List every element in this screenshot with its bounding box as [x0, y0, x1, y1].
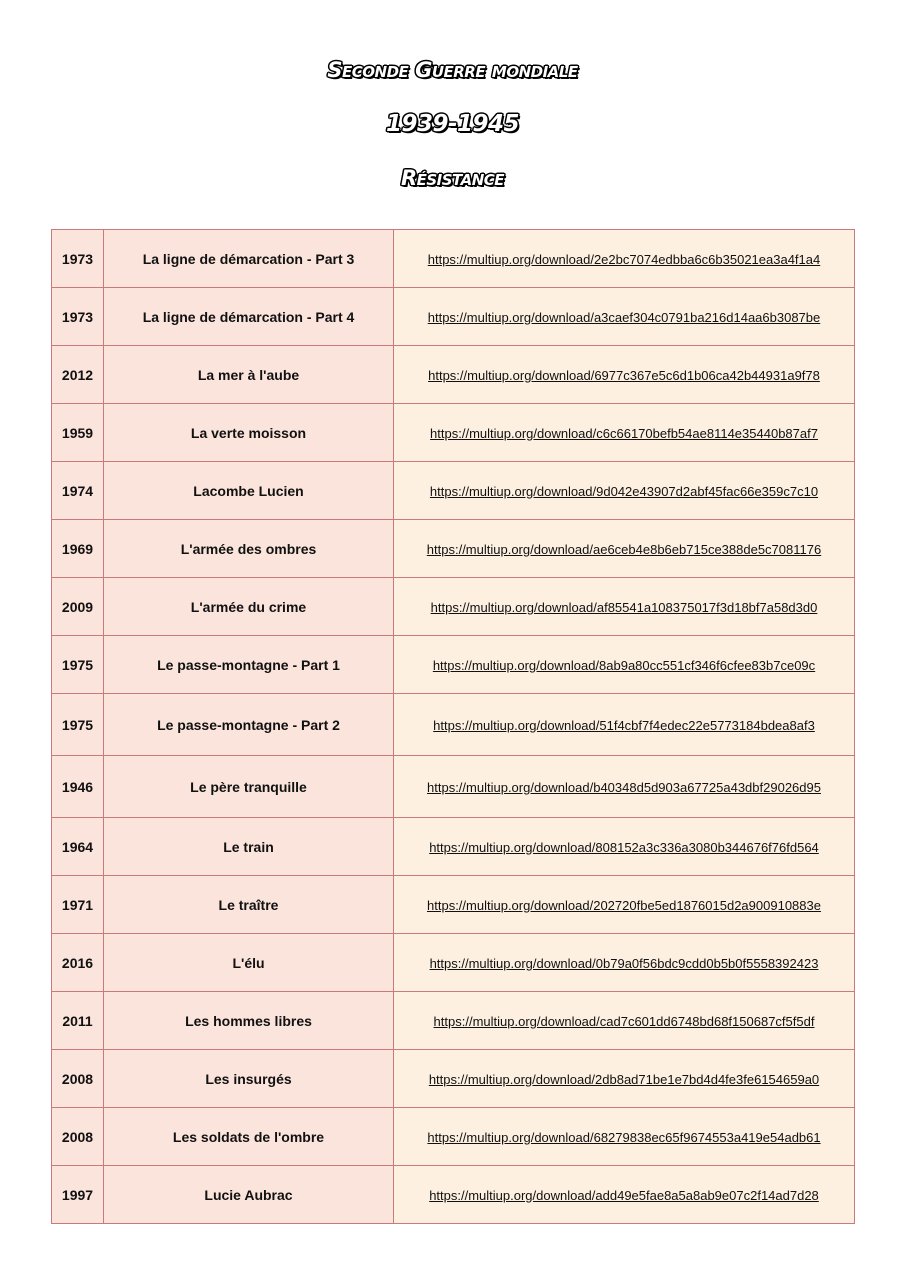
table-row [52, 520, 855, 578]
film-title: Lacombe Lucien [104, 462, 394, 520]
film-link-cell [394, 934, 855, 992]
download-link[interactable]: https://multiup.org/download/b40348d5d903a67725a43dbf29026d95 [427, 779, 821, 795]
download-link[interactable]: https://multiup.org/download/6977c367e5c6d1b06ca42b44931a9f78 [428, 367, 820, 383]
film-year: 2012 [52, 346, 104, 404]
film-year: 2008 [52, 1108, 104, 1166]
document-period: 1939-1945 [385, 111, 520, 137]
film-year: 1971 [52, 876, 104, 934]
film-table [51, 229, 855, 1224]
film-link-cell [394, 1108, 855, 1166]
film-link-cell [394, 876, 855, 934]
table-row [52, 636, 855, 694]
download-link[interactable]: https://multiup.org/download/68279838ec65f9674553a419e54adb61 [427, 1129, 821, 1145]
film-title: Lucie Aubrac [104, 1166, 394, 1224]
film-year: 1975 [52, 694, 104, 756]
table-row [52, 1050, 855, 1108]
film-title: Les insurgés [104, 1050, 394, 1108]
table-row [52, 404, 855, 462]
table-row [52, 818, 855, 876]
download-link[interactable]: https://multiup.org/download/51f4cbf7f4edec22e5773184bdea8af3 [433, 717, 815, 733]
film-year: 1997 [52, 1166, 104, 1224]
film-year: 1964 [52, 818, 104, 876]
film-year: 1946 [52, 756, 104, 818]
download-link[interactable]: https://multiup.org/download/add49e5fae8a5a8ab9e07c2f14ad7d28 [429, 1187, 819, 1203]
table-row [52, 462, 855, 520]
film-title: La verte moisson [104, 404, 394, 462]
film-link-cell [394, 520, 855, 578]
film-year: 1975 [52, 636, 104, 694]
document-subtitle: Résistance [400, 166, 505, 190]
film-link-cell [394, 578, 855, 636]
table-row [52, 694, 855, 756]
film-title: Le passe-montagne - Part 2 [104, 694, 394, 756]
download-link[interactable]: https://multiup.org/download/9d042e43907d2abf45fac66e359c7c10 [429, 483, 819, 499]
table-row [52, 1108, 855, 1166]
film-link-cell [394, 636, 855, 694]
film-link-cell [394, 404, 855, 462]
film-title: Le passe-montagne - Part 1 [104, 636, 394, 694]
film-title: Le train [104, 818, 394, 876]
download-link[interactable]: https://multiup.org/download/af85541a108375017f3d18bf7a58d3d0 [430, 599, 818, 615]
film-title: La ligne de démarcation - Part 3 [104, 230, 394, 288]
film-title: L'armée des ombres [104, 520, 394, 578]
download-link[interactable]: https://multiup.org/download/8ab9a80cc551cf346f6cfee83b7ce09c [432, 657, 816, 673]
film-link-cell [394, 694, 855, 756]
film-link-cell [394, 756, 855, 818]
table-row [52, 578, 855, 636]
download-link[interactable]: https://multiup.org/download/808152a3c336a3080b344676f76fd564 [429, 839, 819, 855]
film-title: Les hommes libres [104, 992, 394, 1050]
download-link[interactable]: https://multiup.org/download/c6c66170befb54ae8114e35440b87af7 [430, 425, 818, 441]
table-row [52, 756, 855, 818]
film-title: L'élu [104, 934, 394, 992]
film-title: La ligne de démarcation - Part 4 [104, 288, 394, 346]
download-link[interactable]: https://multiup.org/download/a3caef304c0791ba216d14aa6b3087be [427, 309, 821, 325]
film-year: 1959 [52, 404, 104, 462]
film-link-cell [394, 462, 855, 520]
table-row [52, 876, 855, 934]
download-link[interactable]: https://multiup.org/download/202720fbe5ed1876015d2a900910883e [427, 897, 821, 913]
download-link[interactable]: https://multiup.org/download/2db8ad71be1e7bd4d4fe3fe6154659a0 [428, 1071, 820, 1087]
download-link[interactable]: https://multiup.org/download/0b79a0f56bdc9cdd0b5b0f5558392423 [429, 955, 819, 971]
film-link-cell [394, 818, 855, 876]
film-year: 2009 [52, 578, 104, 636]
document-title: Seconde Guerre mondiale [327, 58, 578, 82]
film-year: 1974 [52, 462, 104, 520]
film-link-cell [394, 1050, 855, 1108]
film-title: Le père tranquille [104, 756, 394, 818]
film-link-cell [394, 1166, 855, 1224]
table-row [52, 934, 855, 992]
table-row [52, 288, 855, 346]
film-link-cell [394, 288, 855, 346]
film-title: Le traître [104, 876, 394, 934]
download-link[interactable]: https://multiup.org/download/cad7c601dd6748bd68f150687cf5f5df [433, 1013, 815, 1029]
film-link-cell [394, 992, 855, 1050]
film-year: 2016 [52, 934, 104, 992]
film-link-cell [394, 346, 855, 404]
film-title: L'armée du crime [104, 578, 394, 636]
table-row [52, 346, 855, 404]
table-row [52, 1166, 855, 1224]
film-link-cell [394, 230, 855, 288]
film-title: La mer à l'aube [104, 346, 394, 404]
film-year: 1973 [52, 288, 104, 346]
table-row [52, 992, 855, 1050]
film-year: 1973 [52, 230, 104, 288]
film-title: Les soldats de l'ombre [104, 1108, 394, 1166]
film-year: 2008 [52, 1050, 104, 1108]
download-link[interactable]: https://multiup.org/download/2e2bc7074edbba6c6b35021ea3a4f1a4 [427, 251, 821, 267]
download-link[interactable]: https://multiup.org/download/ae6ceb4e8b6eb715ce388de5c7081176 [426, 541, 822, 557]
table-row [52, 230, 855, 288]
film-year: 2011 [52, 992, 104, 1050]
film-year: 1969 [52, 520, 104, 578]
